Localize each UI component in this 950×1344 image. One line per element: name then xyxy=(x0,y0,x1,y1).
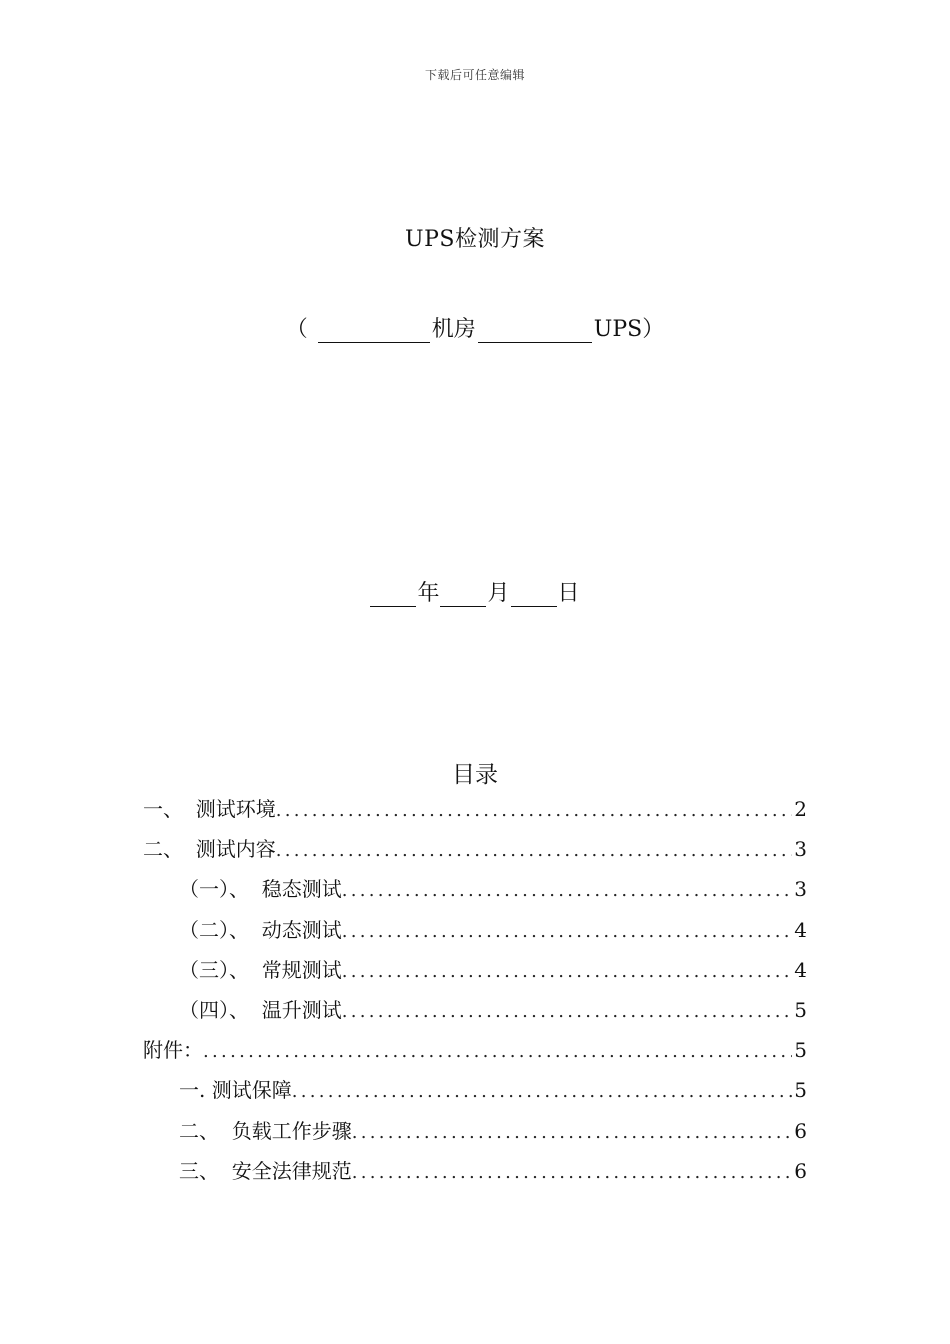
toc-entry-title: 测试内容 xyxy=(195,837,276,862)
toc-entry-title: 稳态测试 xyxy=(261,877,342,902)
toc-entry-page: 6 xyxy=(794,1158,807,1183)
toc-entry-title: 测试保障 xyxy=(211,1078,292,1103)
toc-leader-dots xyxy=(342,957,793,987)
toc-entry[interactable] xyxy=(143,794,807,834)
toc-entry[interactable] xyxy=(143,955,807,995)
toc-entry[interactable] xyxy=(143,1075,807,1115)
toc-heading: 目录 xyxy=(452,762,498,788)
toc-entry-page: 3 xyxy=(794,837,807,862)
toc-entry[interactable] xyxy=(143,995,807,1035)
toc-entry-title: 安全法律规范 xyxy=(231,1158,352,1183)
toc-leader-dots xyxy=(352,1158,793,1188)
date-year-label: 年 xyxy=(417,581,440,606)
toc-entry-title: 附件： xyxy=(143,1038,203,1063)
toc-entry-page: 5 xyxy=(794,1038,807,1063)
toc-leader-dots xyxy=(292,1077,793,1107)
subtitle-room-label: 机房 xyxy=(431,317,476,342)
toc-entry-number: （三）、 xyxy=(179,957,262,982)
date-day-label: 日 xyxy=(557,581,580,606)
document-title: UPS检测方案 xyxy=(405,227,545,252)
table-of-contents xyxy=(143,794,807,1196)
blank-field-day xyxy=(511,584,557,607)
toc-entry-title: 动态测试 xyxy=(261,917,342,942)
toc-entry[interactable] xyxy=(143,1035,807,1075)
blank-field-site xyxy=(318,320,430,343)
toc-leader-dots xyxy=(342,997,793,1027)
toc-entry-title: 测试环境 xyxy=(195,797,276,821)
blank-field-month xyxy=(440,584,486,607)
toc-entry-page: 6 xyxy=(794,1118,807,1143)
toc-entry-page: 5 xyxy=(794,997,807,1022)
toc-entry-number: （一）、 xyxy=(179,877,262,902)
date-month-label: 月 xyxy=(487,581,510,606)
toc-entry-page: 4 xyxy=(794,957,807,982)
toc-leader-dots xyxy=(203,1037,792,1067)
toc-entry[interactable] xyxy=(143,834,807,874)
subtitle-open-paren: （ xyxy=(285,317,308,342)
toc-entry-number: 二、 xyxy=(143,837,196,862)
toc-leader-dots xyxy=(342,876,793,906)
toc-entry-number: （二）、 xyxy=(179,917,262,942)
blank-field-ups xyxy=(478,320,592,343)
toc-leader-dots xyxy=(352,1118,793,1148)
blank-field-year xyxy=(370,584,416,607)
toc-entry-title: 常规测试 xyxy=(261,957,342,982)
toc-entry-page: 2 xyxy=(794,797,807,821)
toc-entry[interactable] xyxy=(143,874,807,914)
toc-entry-number: 一. xyxy=(179,1078,212,1103)
toc-entry-number: 二、 xyxy=(179,1118,232,1143)
header-note: 下载后可任意编辑 xyxy=(424,68,525,82)
toc-entry[interactable] xyxy=(143,1116,807,1156)
toc-entry-number: （四）、 xyxy=(179,997,262,1022)
toc-leader-dots xyxy=(276,836,793,866)
date-line xyxy=(0,576,950,607)
toc-entry-page: 5 xyxy=(794,1078,807,1103)
toc-leader-dots xyxy=(342,917,793,947)
toc-entry-number: 一、 xyxy=(143,797,196,821)
toc-entry-page: 4 xyxy=(794,917,807,942)
toc-entry-title: 温升测试 xyxy=(261,997,342,1022)
subtitle-ups-label: UPS） xyxy=(593,317,665,342)
toc-entry[interactable] xyxy=(143,1156,807,1196)
toc-entry-title: 负载工作步骤 xyxy=(231,1118,352,1143)
document-subtitle xyxy=(0,312,950,343)
toc-entry-number: 三、 xyxy=(179,1158,232,1183)
toc-leader-dots xyxy=(276,796,793,826)
toc-entry[interactable] xyxy=(143,915,807,955)
toc-entry-page: 3 xyxy=(794,877,807,902)
